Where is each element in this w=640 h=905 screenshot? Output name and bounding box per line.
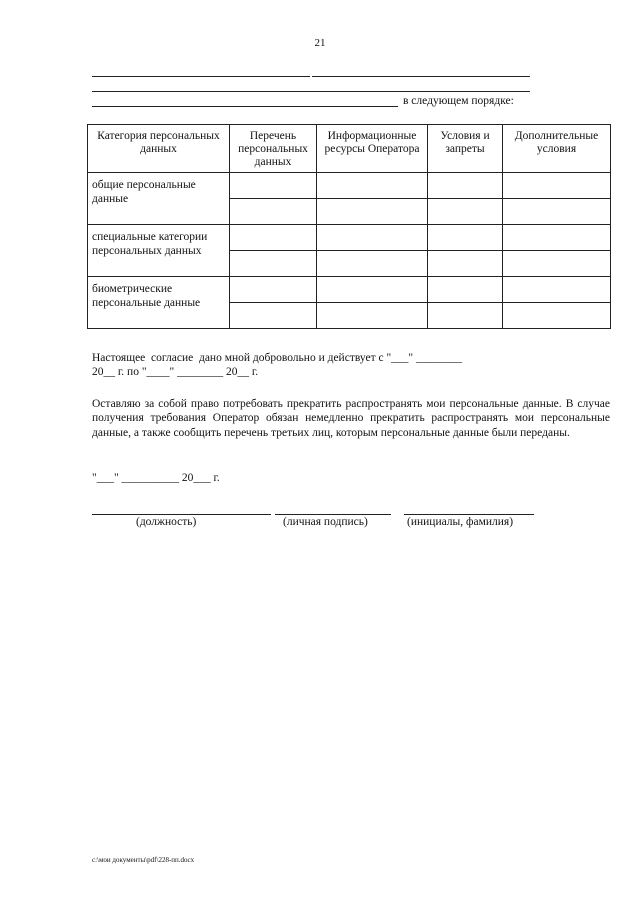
header-info-resources: Информационные ресурсы Оператора — [317, 125, 428, 173]
consent-line-1: Настоящее согласие дано мной добровольно и действует с "___" ________ — [92, 352, 462, 364]
blank-line-3 — [92, 106, 398, 107]
table-header-row — [88, 125, 611, 173]
blank-line-1b — [312, 76, 530, 77]
table-cell — [317, 225, 428, 251]
table-cell — [428, 173, 503, 199]
category-cell-special: специальные категории персональных данных — [88, 225, 230, 277]
table-row — [88, 225, 611, 251]
table-cell — [428, 225, 503, 251]
table-cell — [230, 251, 317, 277]
date-line: "___" __________ 20___ г. — [92, 472, 220, 484]
blank-line-1a — [92, 76, 310, 77]
category-cell-biometric: биометрические персональные данные — [88, 277, 230, 329]
table-cell — [230, 277, 317, 303]
header-additional: Дополнительные условия — [503, 125, 611, 173]
table-cell — [317, 199, 428, 225]
header-conditions: Условия и запреты — [428, 125, 503, 173]
signature-line — [275, 514, 391, 515]
footer-file-path: c:\мои документы\pdf\228-пп.docx — [92, 856, 195, 864]
table-cell — [503, 277, 611, 303]
consent-paragraph — [92, 351, 610, 380]
category-cell-general: общие персональные данные — [88, 173, 230, 225]
header-data-list: Перечень персональных данных — [230, 125, 317, 173]
table-row — [88, 173, 611, 199]
table-cell — [230, 199, 317, 225]
table-cell — [428, 277, 503, 303]
table-cell — [503, 303, 611, 329]
table-cell — [503, 199, 611, 225]
table-cell — [230, 225, 317, 251]
table-cell — [317, 277, 428, 303]
table-cell — [503, 225, 611, 251]
page-number: 21 — [314, 37, 326, 49]
blank-line-2 — [92, 91, 530, 92]
header-category: Категория персональных данных — [88, 125, 230, 173]
signature-caption: (личная подпись) — [283, 516, 368, 528]
table-cell — [317, 173, 428, 199]
table-cell — [503, 251, 611, 277]
table-cell — [503, 173, 611, 199]
table-cell — [317, 303, 428, 329]
table-cell — [428, 251, 503, 277]
personal-data-table — [87, 124, 611, 329]
table-cell — [317, 251, 428, 277]
position-line — [92, 514, 271, 515]
table-cell — [230, 303, 317, 329]
table-cell — [428, 199, 503, 225]
order-text: в следующем порядке: — [403, 95, 514, 107]
table-cell — [230, 173, 317, 199]
name-line — [404, 514, 534, 515]
reserve-paragraph: Оставляю за собой право потребовать прекратить распространять мои персональные данные. В случае получения требования Оператор обязан немедленно прекратить распространять мои персональные данные, а также сообщить перечень третьих лиц, которым персональные данные были переданы. — [92, 398, 610, 439]
consent-line-2: 20__ г. по "____" ________ 20__ г. — [92, 366, 259, 379]
name-caption: (инициалы, фамилия) — [407, 516, 514, 528]
table-row — [88, 277, 611, 303]
table-cell — [428, 303, 503, 329]
position-caption: (должность) — [136, 516, 197, 528]
